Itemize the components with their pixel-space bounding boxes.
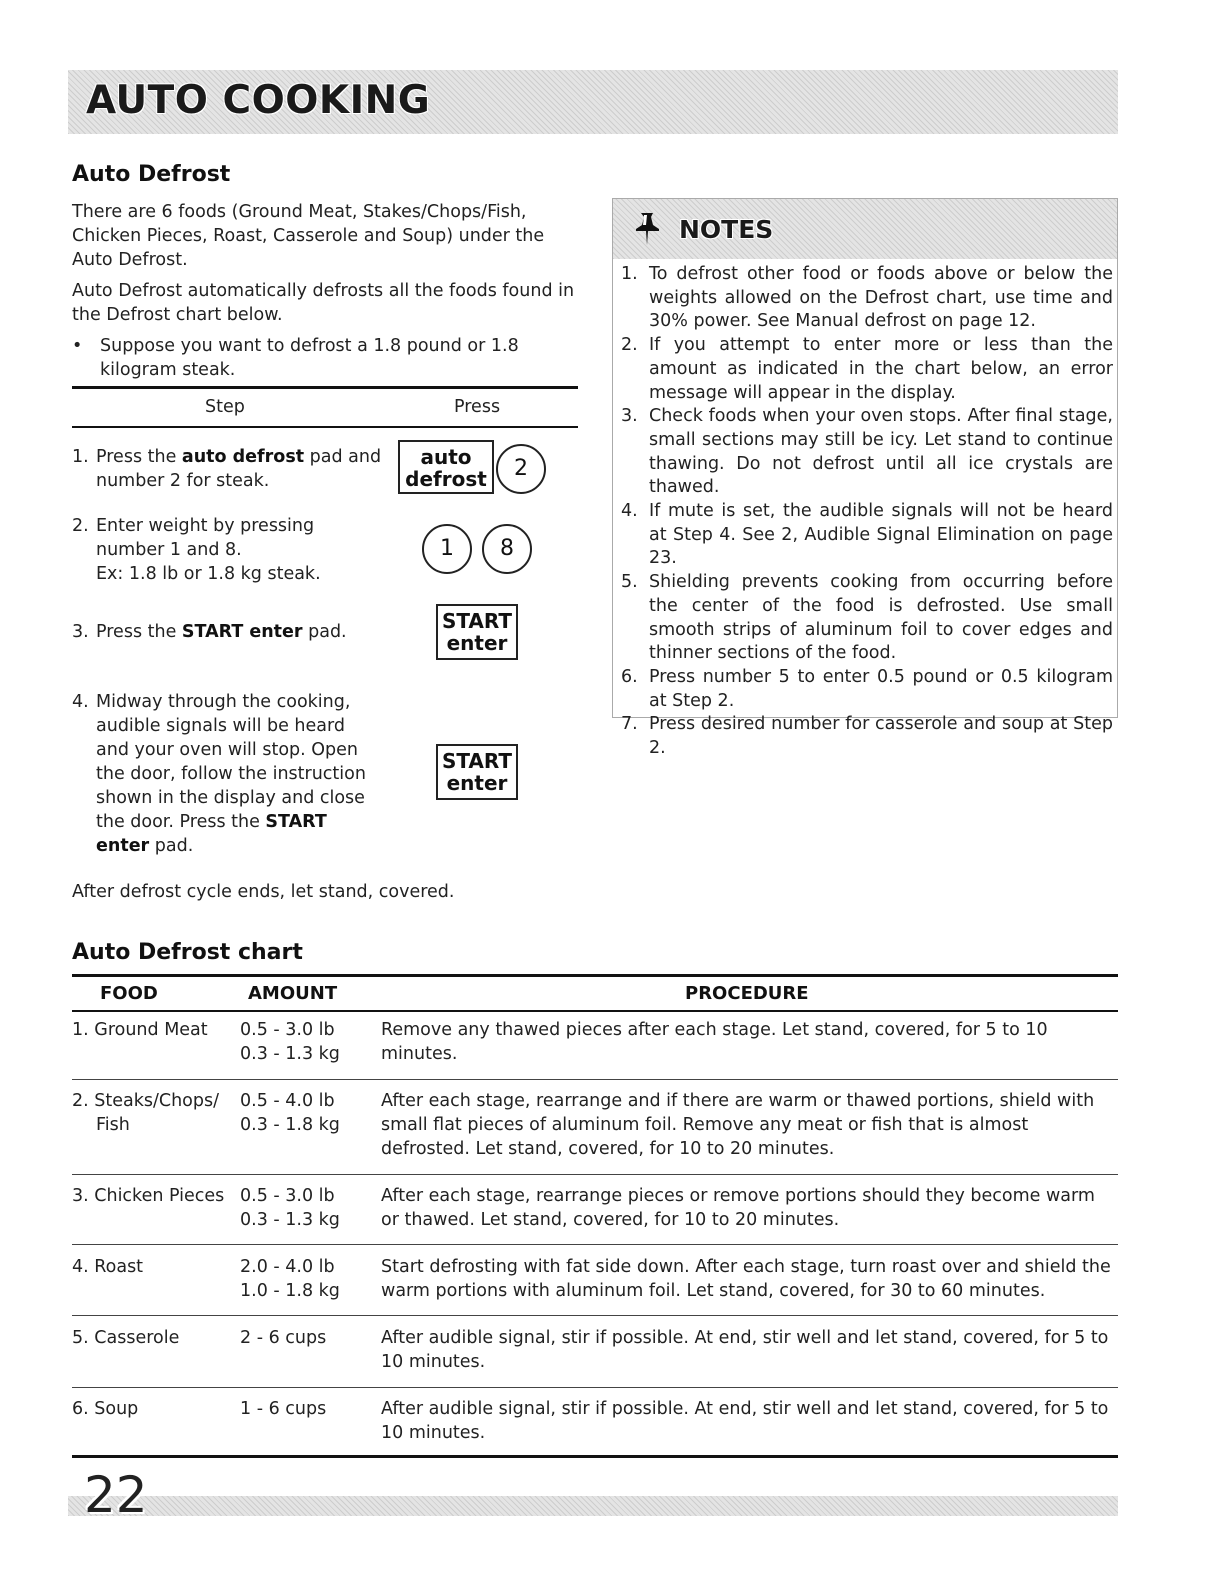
note-text: If you attempt to enter more or less than the amount as indicated in the chart below, an error message will appear in the display. [649, 335, 1113, 403]
col-press-header: Press [454, 397, 501, 417]
amount-lb: 0.5 - 3.0 lb [240, 1186, 335, 1206]
note-number: 4. [621, 501, 638, 522]
start-enter-key[interactable] [436, 604, 518, 660]
notes-title: NOTES [679, 215, 774, 244]
steps-top-rule [72, 386, 578, 389]
note-number: 6. [621, 666, 638, 687]
note-number: 7. [621, 714, 638, 735]
note-item [621, 713, 1113, 760]
col-food-header: FOOD [100, 983, 158, 1004]
step-text: pad. [302, 622, 347, 642]
food-name: 6. Soup [72, 1399, 139, 1419]
note-number: 1. [621, 264, 638, 284]
auto-defrost-key[interactable] [398, 440, 494, 494]
notes-box [612, 198, 1118, 759]
amount-cell [240, 1326, 370, 1350]
amount-lb: 0.5 - 4.0 lb [240, 1091, 335, 1111]
row-divider [72, 1387, 1118, 1388]
step-3 [72, 620, 382, 644]
note-number: 5. [621, 572, 638, 593]
number-1-key[interactable]: 1 [422, 524, 472, 574]
note-text: To defrost other food or foods above or below the weights allowed on the Defrost chart, use time and 30% power. See Manual defrost on page 12. [649, 264, 1113, 332]
step-4 [72, 690, 372, 858]
step-text: Press the [96, 447, 182, 467]
row-divider [72, 1174, 1118, 1175]
chart-bottom-rule [72, 1455, 1118, 1458]
note-item [621, 263, 1113, 334]
step-number: 2. [72, 516, 89, 536]
note-number: 3. [621, 406, 638, 427]
amount-cups: 2 - 6 cups [240, 1328, 327, 1348]
note-item [621, 666, 1113, 713]
food-cell [72, 1397, 232, 1421]
note-item [621, 405, 1113, 500]
notes-header [613, 199, 1117, 259]
procedure-cell: After each stage, rearrange and if there are warm or thawed portions, shield with small flat pieces of aluminum foil. Remove any meat or fish that is almost defrosted. Let stand, covered, for 10 to 20 minutes. [381, 1091, 1095, 1159]
key-label: START [441, 609, 513, 633]
number-2-key[interactable]: 2 [496, 444, 546, 494]
chart-header-rule [72, 1010, 1118, 1012]
page-number: 22 [84, 1466, 148, 1524]
step-number: 1. [72, 447, 89, 467]
amount-cell [240, 1089, 370, 1137]
key-label: auto [420, 445, 472, 469]
key-label: START [441, 749, 513, 773]
page-banner [68, 70, 1118, 134]
auto-defrost-intro [72, 200, 578, 382]
col-procedure-header: PROCEDURE [685, 983, 809, 1004]
amount-kg: 0.3 - 1.3 kg [240, 1210, 340, 1230]
footer-bar [68, 1496, 1118, 1516]
note-text: Press desired number for casserole and soup at Step 2. [649, 714, 1113, 759]
note-text: Check foods when your oven stops. After final stage, small sections may still be icy. Let stand to continue thawing. Do not defrost until all ice crystals are thawed. [649, 406, 1113, 498]
step-number: 4. [72, 692, 89, 712]
notes-list [621, 263, 1113, 761]
procedure-cell: After each stage, rearrange pieces or remove portions should they become warm or thawed. Let stand, covered, for 10 to 20 minutes. [381, 1186, 1095, 1230]
food-cell [72, 1326, 232, 1350]
note-item [621, 334, 1113, 405]
food-name: 1. Ground Meat [72, 1020, 208, 1040]
step-text: pad and number 2 for steak. [96, 447, 382, 491]
procedure-cell: After audible signal, stir if possible. At end, stir well and let stand, covered, for 5 to 10 minutes. [381, 1399, 1109, 1443]
amount-kg: 0.3 - 1.8 kg [240, 1115, 340, 1135]
intro-paragraph: There are 6 foods (Ground Meat, Stakes/Chops/Fish, Chicken Pieces, Roast, Casserole and Soup) under the Auto Defrost. [72, 202, 545, 270]
note-number: 2. [621, 335, 638, 356]
page-title: AUTO COOKING [86, 78, 431, 123]
note-item [621, 500, 1113, 571]
food-cell [72, 1089, 232, 1137]
step-text: number 1 and 8. [96, 540, 242, 560]
amount-cell [240, 1397, 370, 1421]
amount-cups: 1 - 6 cups [240, 1399, 327, 1419]
food-cell [72, 1018, 232, 1042]
procedure-cell: Remove any thawed pieces after each stage. Let stand, covered, for 5 to 10 minutes. [381, 1020, 1048, 1064]
pushpin-icon [633, 211, 663, 247]
step-2 [72, 514, 382, 586]
bullet-text: Suppose you want to defrost a 1.8 pound or 1.8 kilogram steak. [100, 336, 519, 380]
row-divider [72, 1244, 1118, 1245]
key-label: enter [446, 631, 508, 655]
row-divider [72, 1315, 1118, 1316]
amount-cell [240, 1018, 370, 1066]
amount-cell [240, 1255, 370, 1303]
amount-lb: 0.5 - 3.0 lb [240, 1020, 335, 1040]
food-cell [72, 1184, 232, 1208]
key-label: defrost [405, 467, 487, 491]
note-text: If mute is set, the audible signals will not be heard at Step 4. See 2, Audible Signal Elimination on page 23. [649, 501, 1113, 569]
key-label: enter [446, 771, 508, 795]
food-name: 4. Roast [72, 1257, 144, 1277]
col-step-header: Step [205, 397, 245, 417]
step-text: Press the [96, 622, 182, 642]
step-key-name: auto defrost [181, 447, 305, 467]
note-text: Press number 5 to enter 0.5 pound or 0.5 kilogram at Step 2. [649, 666, 1113, 711]
auto-defrost-heading: Auto Defrost [72, 162, 231, 187]
food-name: 3. Chicken Pieces [72, 1186, 225, 1206]
col-amount-header: AMOUNT [248, 983, 338, 1004]
intro-paragraph-2: Auto Defrost automatically defrosts all the foods found in the Defrost chart below. [72, 281, 575, 325]
food-name: 2. Steaks/Chops/ [72, 1091, 220, 1111]
step-key-name: START enter [181, 622, 303, 642]
amount-cell [240, 1184, 370, 1232]
step-key-name: START enter [96, 812, 327, 856]
procedure-cell: After audible signal, stir if possible. At end, stir well and let stand, covered, for 5 to 10 minutes. [381, 1328, 1109, 1372]
steps-header-rule [72, 426, 578, 428]
step-text: pad. [149, 836, 194, 856]
step-text: Enter weight by pressing [96, 516, 315, 536]
number-8-key[interactable]: 8 [482, 524, 532, 574]
food-name-cont: Fish [96, 1115, 130, 1135]
chart-top-rule [72, 974, 1118, 977]
example-bullet [72, 334, 578, 382]
amount-lb: 2.0 - 4.0 lb [240, 1257, 335, 1277]
step-text: Ex: 1.8 lb or 1.8 kg steak. [96, 564, 321, 584]
bullet-icon: • [72, 336, 83, 356]
start-enter-key-2[interactable] [436, 744, 518, 800]
step-1 [72, 445, 382, 493]
food-name: 5. Casserole [72, 1328, 180, 1348]
amount-kg: 0.3 - 1.3 kg [240, 1044, 340, 1064]
food-cell [72, 1255, 232, 1279]
after-defrost-text: After defrost cycle ends, let stand, covered. [72, 882, 455, 902]
amount-kg: 1.0 - 1.8 kg [240, 1281, 340, 1301]
row-divider [72, 1079, 1118, 1080]
note-text: Shielding prevents cooking from occurring before the center of the food is defrosted. Use small smooth strips of aluminum foil to cover edges and thinner sections of the food. [649, 572, 1113, 664]
step-number: 3. [72, 622, 89, 642]
note-item [621, 571, 1113, 666]
chart-heading: Auto Defrost chart [72, 940, 303, 965]
procedure-cell: Start defrosting with fat side down. After each stage, turn roast over and shield the warm portions with aluminum foil. Let stand, covered, for 30 to 60 minutes. [381, 1257, 1111, 1301]
step-text: Midway through the cooking, audible signals will be heard and your oven will stop. Open the door, follow the instruction shown in the display and close the door. Press the [96, 692, 366, 832]
